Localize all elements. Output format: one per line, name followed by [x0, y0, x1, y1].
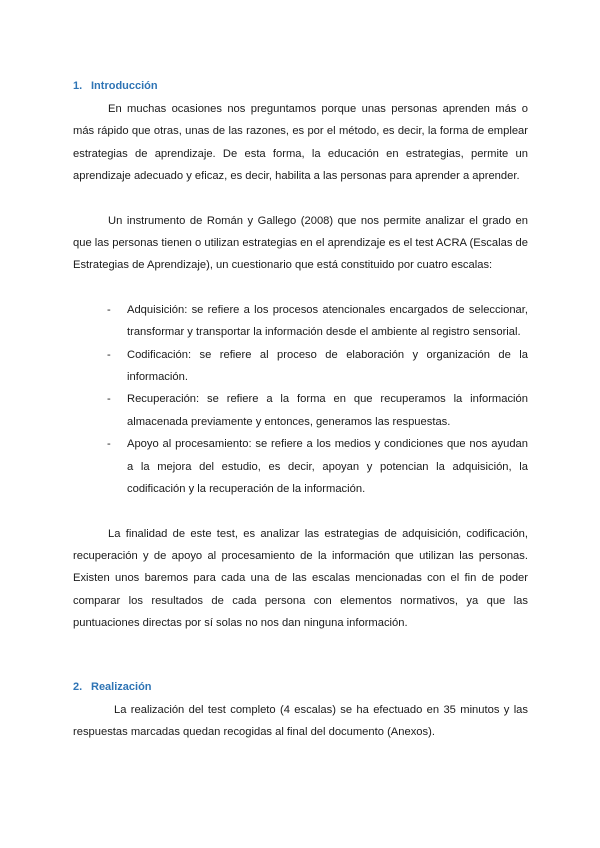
intro-paragraph-3: La finalidad de este test, es analizar las estrategias de adquisición, codificación, recuperación y de apoyo al procesamiento de la información que utilizan las personas. Existen unos baremos para cada una de las escalas mencionadas con el fin de poder comparar los resultados de cada persona con elementos normativos, ya que las puntuaciones directas por sí solas no nos dan ninguna información.	[73, 527, 528, 630]
scales-list	[73, 299, 528, 501]
list-dash: -	[107, 348, 111, 361]
section-number: 2.	[73, 680, 83, 693]
section-heading-introduccion	[73, 78, 528, 94]
section-title: Realización	[91, 680, 152, 693]
list-item	[73, 388, 528, 433]
list-dash: -	[107, 393, 111, 406]
realizacion-paragraph: La realización del test completo (4 escalas) se ha efectuado en 35 minutos y las respuestas marcadas quedan recogidas al final del documento (Anexos).	[73, 703, 528, 738]
section-title: Introducción	[91, 80, 158, 92]
list-item-text: Adquisición: se refiere a los procesos atencionales encargados de seleccionar, transformar y transportar la información desde el ambiente al registro sensorial.	[127, 303, 528, 339]
list-dash: -	[107, 303, 111, 316]
list-item	[73, 299, 528, 344]
list-item	[73, 344, 528, 389]
list-dash: -	[107, 438, 111, 451]
list-item	[73, 433, 528, 500]
intro-paragraph-2: Un instrumento de Román y Gallego (2008) que nos permite analizar el grado en que las personas tienen o utilizan estrategias en el aprendizaje es el test ACRA (Escalas de Estrategias de Aprendizaje), un cuestionario que está constituido por cuatro escalas:	[73, 214, 528, 272]
section-heading-realizacion	[73, 679, 528, 695]
list-item-text: Apoyo al procesamiento: se refiere a los medios y condiciones que nos ayudan a la mejora del estudio, es decir, apoyan y potencian la adquisición, la codificación y la recuperación de la información.	[127, 438, 528, 496]
list-item-text: Recuperación: se refiere a la forma en que recuperamos la información almacenada previamente y entonces, generamos las respuestas.	[127, 393, 528, 428]
section-number: 1.	[73, 80, 83, 92]
intro-paragraph-1: En muchas ocasiones nos preguntamos porque unas personas aprenden más o más rápido que otras, unas de las razones, es por el método, es decir, la forma de emplear estrategias de aprendizaje. De esta forma, la educación en estrategias, permite un aprendizaje adecuado y eficaz, es decir, habilita a las personas para aprender a aprender.	[73, 103, 528, 183]
list-item-text: Codificación: se refiere al proceso de elaboración y organización de la información.	[127, 348, 528, 384]
